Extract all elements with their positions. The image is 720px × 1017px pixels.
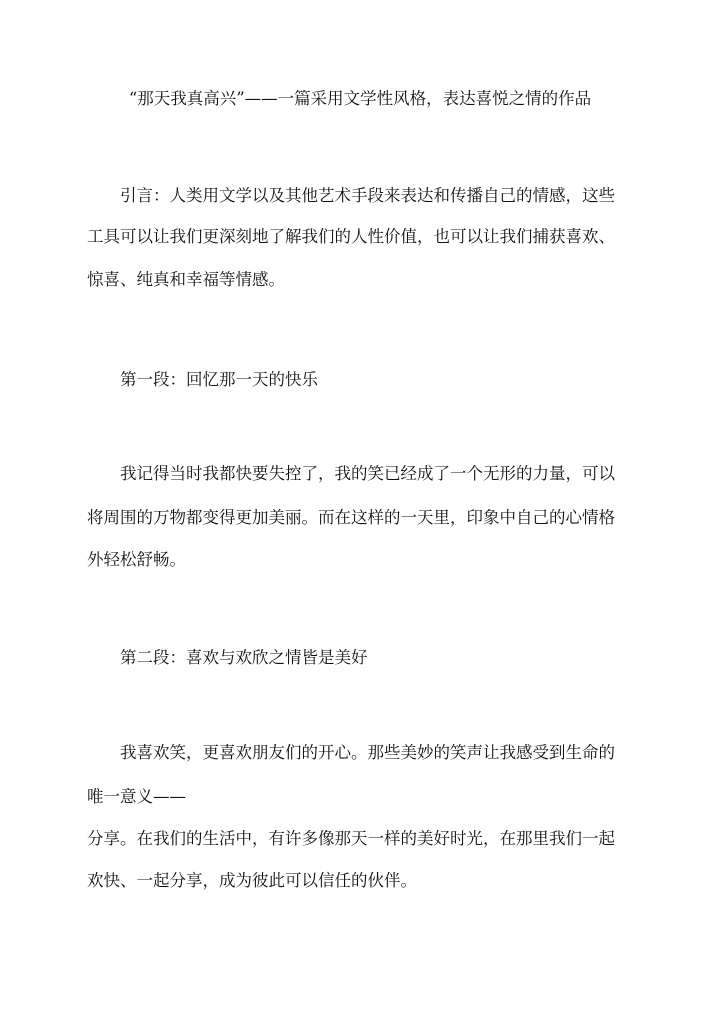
section2-heading: 第二段：喜欢与欢欣之情皆是美好 <box>120 648 368 667</box>
section2-line-2: 唯一意义—— <box>87 787 186 806</box>
intro-line-3: 惊喜、纯真和幸福等情感。 <box>87 270 285 289</box>
intro-line-1: 引言：人类用文学以及其他艺术手段来表达和传播自己的情感，这些 <box>120 186 615 205</box>
section2-line-3: 分享。在我们的生活中，有许多像那天一样的美好时光，在那里我们一起 <box>87 829 615 848</box>
section2-line-1: 我喜欢笑，更喜欢朋友们的开心。那些美妙的笑声让我感受到生命的 <box>120 743 615 762</box>
intro-line-2: 工具可以让我们更深刻地了解我们的人性价值，也可以让我们捕获喜欢、 <box>87 227 615 246</box>
section2-line-4: 欢快、一起分享，成为彼此可以信任的伙伴。 <box>87 871 417 890</box>
section1-line-1: 我记得当时我都快要失控了，我的笑已经成了一个无形的力量，可以 <box>120 464 615 483</box>
section1-heading: 第一段：回忆那一天的快乐 <box>120 370 318 389</box>
section1-line-2: 将周围的万物都变得更加美丽。而在这样的一天里，印象中自己的心情格 <box>87 508 615 527</box>
section1-line-3: 外轻松舒畅。 <box>87 550 186 569</box>
document-title: “那天我真高兴”——一篇采用文学性风格，表达喜悦之情的作品 <box>128 89 592 108</box>
